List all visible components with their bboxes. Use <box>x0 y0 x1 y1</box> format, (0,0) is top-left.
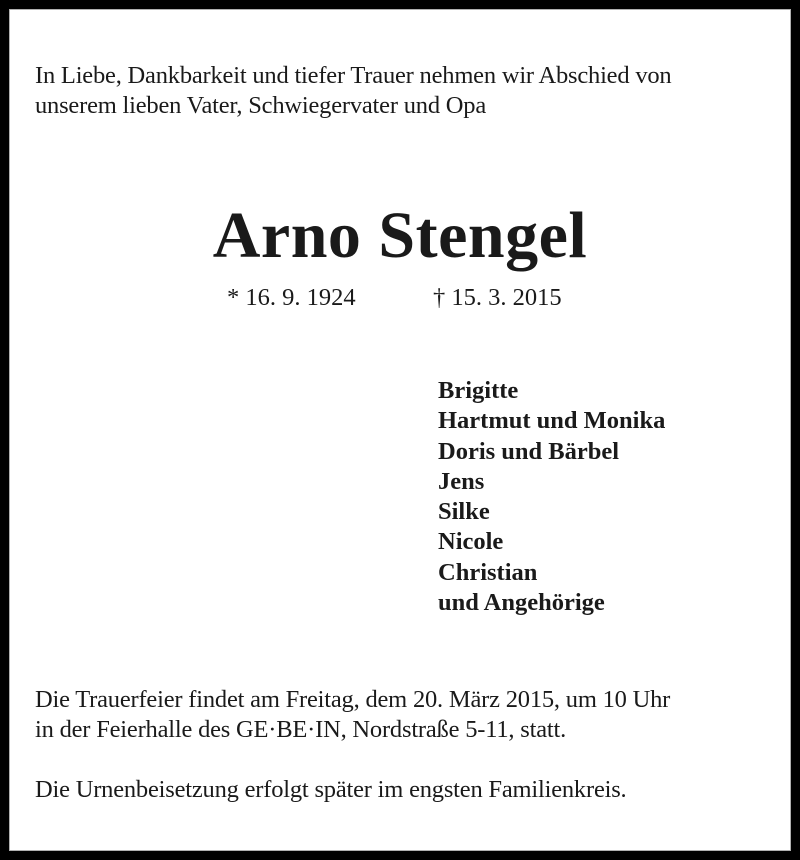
intro-line: unserem lieben Vater, Schwiegervater und Opa <box>35 92 487 119</box>
intro-line: In Liebe, Dankbarkeit und tiefer Trauer nehmen wir Abschied von <box>35 62 672 89</box>
mourner: Nicole <box>438 528 504 556</box>
death-date: † 15. 3. 2015 <box>433 284 562 311</box>
mourner: Doris und Bärbel <box>438 437 620 465</box>
deceased-name: Arno Stengel <box>212 199 588 272</box>
service-info <box>35 685 780 745</box>
mourner: und Angehörige <box>438 589 605 617</box>
birth-date: * 16. 9. 1924 <box>227 284 356 311</box>
intro-text <box>35 61 775 121</box>
burial-note: Die Urnenbeisetzung erfolgt später im engsten Familienkreis. <box>35 776 627 803</box>
service-line: in der Feierhalle des GE·BE·IN, Nordstraße 5-11, statt. <box>35 716 567 743</box>
mourner: Hartmut und Monika <box>438 407 666 435</box>
mourner: Jens <box>438 467 485 495</box>
mourner: Brigitte <box>438 377 519 404</box>
mourner: Christian <box>438 558 538 586</box>
mourner: Silke <box>438 498 490 526</box>
mourners-list <box>438 376 665 618</box>
service-line: Die Trauerfeier findet am Freitag, dem 20. März 2015, um 10 Uhr <box>35 686 671 713</box>
obituary-notice <box>9 9 791 851</box>
